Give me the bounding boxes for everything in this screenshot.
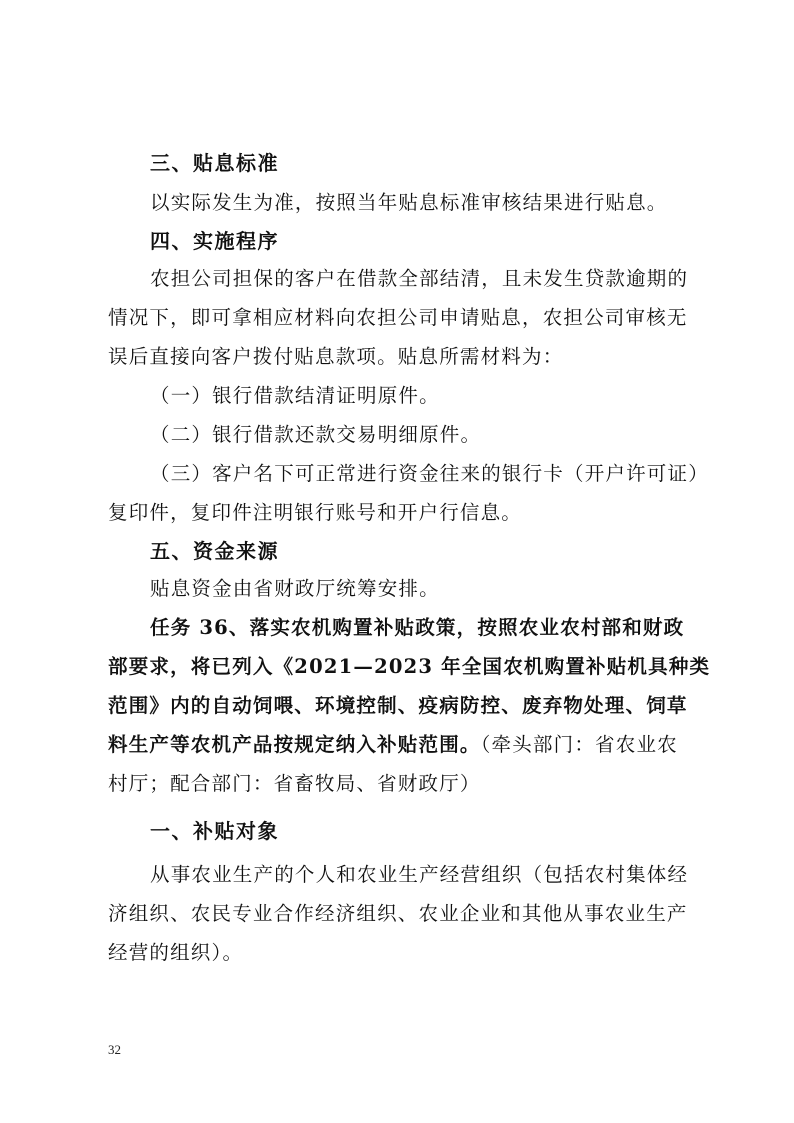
section-3-heading: 三、贴息标准: [150, 151, 279, 175]
task-36-line-3: 范围》内的自动饲喂、环境控制、疫病防控、废弃物处理、饲草: [108, 694, 688, 717]
section-4-paragraph-line-1: 农担公司担保的客户在借款全部结清，且未发生贷款逾期的: [150, 267, 689, 290]
section-4-paragraph-line-2: 情况下，即可拿相应材料向农担公司申请贴息，农担公司审核无: [108, 306, 688, 329]
section-4-paragraph-line-3: 误后直接向客户拨付贴息款项。贴息所需材料为：: [108, 345, 564, 368]
task-36-line-4-department: （牵头部门：省农业农: [480, 733, 678, 756]
subsection-1-paragraph-line-1: 从事农业生产的个人和农业生产经营组织（包括农村集体经: [150, 863, 689, 886]
material-item-3-line-1: （三）客户名下可正常进行资金往来的银行卡（开户许可证）: [150, 462, 709, 485]
task-36-line-1: 任务 36、落实农机购置补贴政策，按照农业农村部和财政: [150, 616, 685, 639]
task-36-line-4-bold: 料生产等农机产品按规定纳入补贴范围。: [108, 733, 481, 756]
material-item-3-line-2: 复印件，复印件注明银行账号和开户行信息。: [108, 501, 523, 524]
material-item-1: （一）银行借款结清证明原件。: [150, 384, 440, 407]
subsection-1-heading: 一、补贴对象: [150, 819, 279, 843]
material-item-2: （二）银行借款还款交易明细原件。: [150, 423, 482, 446]
task-36-line-5: 村厅；配合部门：省畜牧局、省财政厅）: [108, 772, 481, 795]
page-number: 32: [108, 1042, 121, 1057]
subsection-1-paragraph-line-2: 济组织、农民专业合作经济组织、农业企业和其他从事农业生产: [108, 902, 688, 925]
section-4-heading: 四、实施程序: [150, 229, 279, 253]
task-36-line-4: [108, 732, 678, 758]
section-3-paragraph: 以实际发生为准，按照当年贴息标准审核结果进行贴息。: [150, 191, 668, 214]
task-36-line-2: 部要求，将已列入《2021—2023 年全国农机购置补贴机具种类: [108, 655, 711, 678]
subsection-1-paragraph-line-3: 经营的组织）。: [108, 941, 244, 964]
section-5-paragraph: 贴息资金由省财政厅统筹安排。: [150, 577, 440, 600]
section-5-heading: 五、资金来源: [150, 539, 279, 563]
